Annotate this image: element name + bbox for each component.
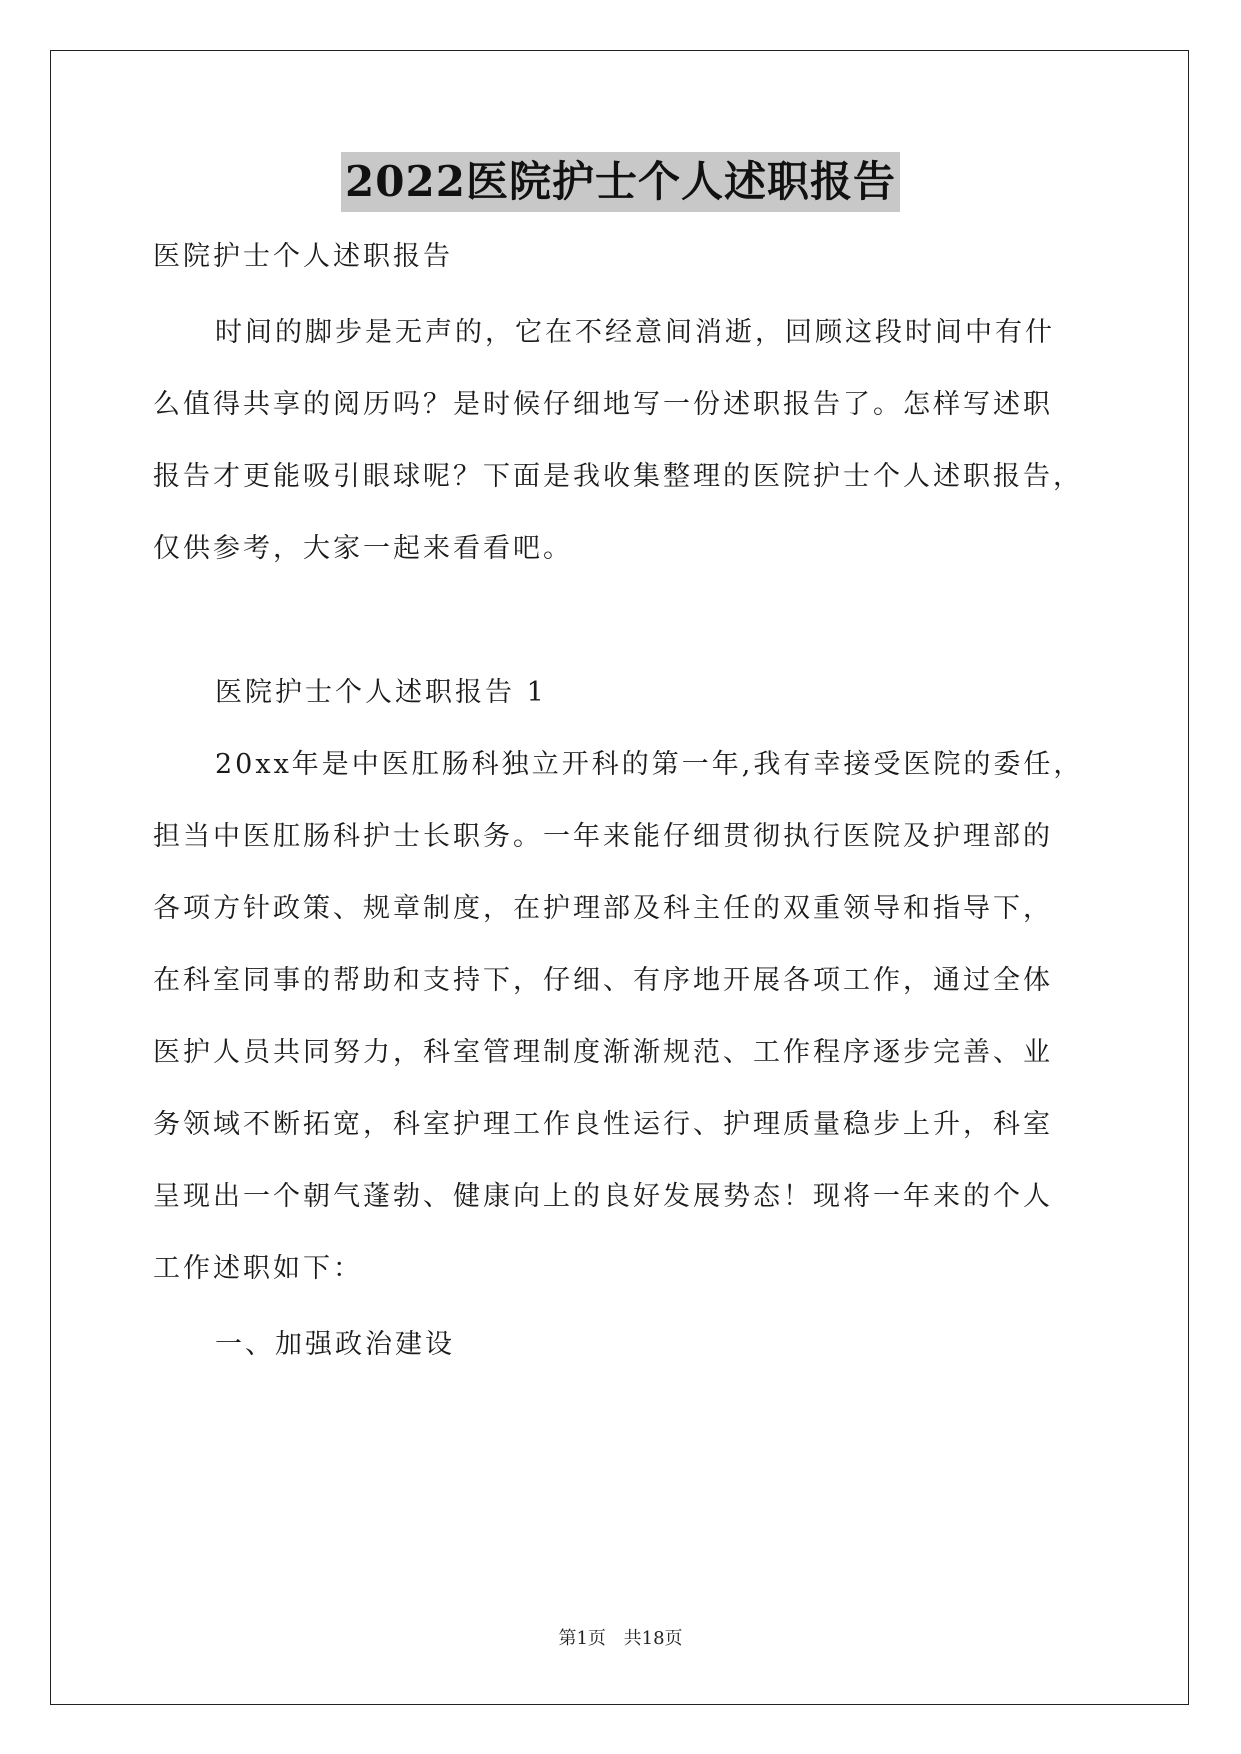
body-line: 担当中医肛肠科护士长职务。一年来能仔细贯彻执行医院及护理部的 (153, 821, 1053, 852)
intro-line: 仅供参考，大家一起来看看吧。 (153, 533, 573, 564)
section-heading: 医院护士个人述职报告 1 (215, 677, 547, 708)
body-line: 在科室同事的帮助和支持下，仔细、有序地开展各项工作，通过全体 (153, 965, 1053, 996)
page-number: 第1页 (558, 1628, 606, 1649)
document-title: 2022医院护士个人述职报告 (341, 152, 900, 212)
body-line: 呈现出一个朝气蓬勃、健康向上的良好发展势态！现将一年来的个人 (153, 1181, 1053, 1212)
intro-line: 报告才更能吸引眼球呢？下面是我收集整理的医院护士个人述职报告， (153, 461, 1083, 492)
document-subtitle: 医院护士个人述职报告 (153, 241, 453, 272)
body-line: 务领域不断拓宽，科室护理工作良性运行、护理质量稳步上升，科室 (153, 1109, 1053, 1140)
body-line: 工作述职如下： (153, 1253, 363, 1284)
body-line: 医护人员共同努力，科室管理制度渐渐规范、工作程序逐步完善、业 (153, 1037, 1053, 1068)
title-container (0, 152, 1241, 212)
subheading: 一、加强政治建设 (215, 1329, 455, 1360)
page-border (50, 50, 1189, 1705)
body-line: 各项方针政策、规章制度，在护理部及科主任的双重领导和指导下， (153, 893, 1053, 924)
intro-line: 么值得共享的阅历吗？是时候仔细地写一份述职报告了。怎样写述职 (153, 389, 1053, 420)
page-total: 共18页 (623, 1628, 683, 1649)
intro-line: 时间的脚步是无声的，它在不经意间消逝，回顾这段时间中有什 (215, 317, 1055, 348)
body-line: 20xx年是中医肛肠科独立开科的第一年,我有幸接受医院的委任， (215, 749, 1084, 780)
page-footer (0, 1624, 1241, 1650)
